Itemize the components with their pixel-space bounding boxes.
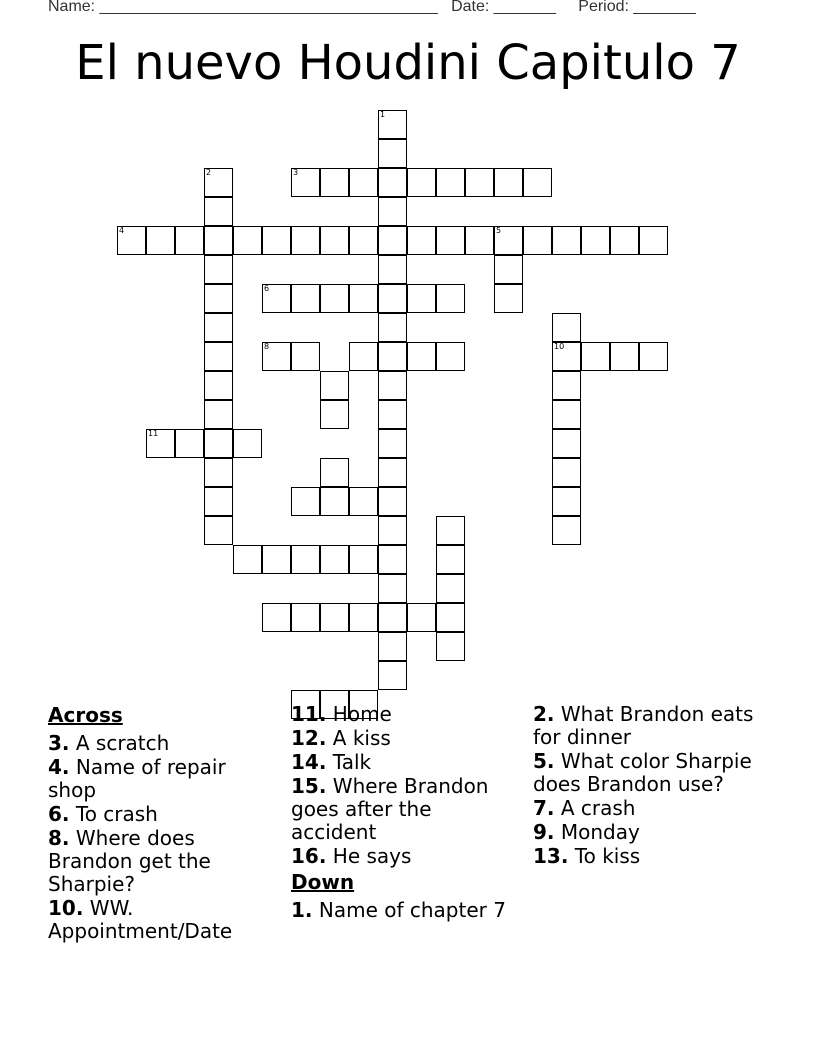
clue-number: 5 xyxy=(496,226,502,235)
clue-down-13: 13. To kiss xyxy=(533,844,641,868)
grid-cell[interactable] xyxy=(320,168,349,197)
clue-across-8: 8. Where does Brandon get the Sharpie? xyxy=(48,826,211,896)
grid-cell[interactable] xyxy=(552,429,581,458)
clue-column-2 xyxy=(291,703,523,923)
clue-across-16: 16. He says xyxy=(291,844,412,868)
grid-cell[interactable] xyxy=(378,574,407,603)
grid-cell[interactable] xyxy=(204,255,233,284)
grid-cell[interactable] xyxy=(233,226,262,255)
grid-cell[interactable] xyxy=(552,371,581,400)
grid-cell[interactable] xyxy=(465,168,494,197)
grid-cell[interactable] xyxy=(494,168,523,197)
grid-cell[interactable] xyxy=(378,284,407,313)
grid-cell[interactable] xyxy=(204,226,233,255)
grid-cell[interactable] xyxy=(378,545,407,574)
grid-cell[interactable] xyxy=(320,545,349,574)
grid-cell[interactable] xyxy=(407,226,436,255)
grid-cell[interactable] xyxy=(291,168,320,197)
grid-cell[interactable] xyxy=(378,632,407,661)
across-heading: Across xyxy=(48,703,123,727)
clue-across-14: 14. Talk xyxy=(291,750,372,774)
clue-across-10: 10. WW. Appointment/Date xyxy=(48,896,233,943)
clue-column-3 xyxy=(533,703,765,869)
grid-cell[interactable] xyxy=(407,342,436,371)
grid-cell[interactable] xyxy=(523,168,552,197)
grid-cell[interactable] xyxy=(233,545,262,574)
grid-cell[interactable] xyxy=(610,342,639,371)
grid-cell[interactable] xyxy=(378,603,407,632)
clue-across-15: 15. Where Brandon goes after the accident xyxy=(291,774,489,844)
grid-cell[interactable] xyxy=(407,168,436,197)
grid-cell[interactable] xyxy=(262,226,291,255)
grid-cell[interactable] xyxy=(291,487,320,516)
grid-cell[interactable] xyxy=(639,342,668,371)
grid-cell[interactable] xyxy=(204,342,233,371)
grid-cell[interactable] xyxy=(436,342,465,371)
clue-number: 4 xyxy=(119,226,125,235)
grid-cell[interactable] xyxy=(552,487,581,516)
clue-across-3: 3. A scratch xyxy=(48,731,170,755)
grid-cell[interactable] xyxy=(262,603,291,632)
grid-cell[interactable] xyxy=(262,342,291,371)
clue-down-1: 1. Name of chapter 7 xyxy=(291,898,506,922)
grid-cell[interactable] xyxy=(175,226,204,255)
grid-cell[interactable] xyxy=(291,545,320,574)
clue-number: 3 xyxy=(293,168,299,177)
clue-down-2: 2. What Brandon eats for dinner xyxy=(533,702,754,749)
clue-number: 10 xyxy=(554,342,565,351)
grid-cell[interactable] xyxy=(436,632,465,661)
grid-cell[interactable] xyxy=(407,603,436,632)
grid-cell[interactable] xyxy=(378,661,407,690)
clue-number: 1 xyxy=(380,110,386,119)
grid-cell[interactable] xyxy=(378,429,407,458)
grid-cell[interactable] xyxy=(320,400,349,429)
grid-cell[interactable] xyxy=(349,487,378,516)
grid-cell[interactable] xyxy=(349,603,378,632)
date-field-label: Date: _______ xyxy=(451,0,557,15)
grid-cell[interactable] xyxy=(320,226,349,255)
grid-cell[interactable] xyxy=(378,342,407,371)
clue-column-1 xyxy=(48,702,280,944)
grid-cell[interactable] xyxy=(552,313,581,342)
grid-cell[interactable] xyxy=(436,574,465,603)
clue-down-9: 9. Monday xyxy=(533,820,640,844)
grid-cell[interactable] xyxy=(204,516,233,545)
grid-cell[interactable] xyxy=(291,226,320,255)
grid-cell[interactable] xyxy=(610,226,639,255)
grid-cell[interactable] xyxy=(581,342,610,371)
grid-cell[interactable] xyxy=(378,110,407,139)
grid-cell[interactable] xyxy=(320,371,349,400)
grid-cell[interactable] xyxy=(552,226,581,255)
clue-across-12: 12. A kiss xyxy=(291,726,391,750)
period-field-label: Period: _______ xyxy=(578,0,696,15)
grid-cell[interactable] xyxy=(204,313,233,342)
page-title: El nuevo Houdini Capitulo 7 xyxy=(75,35,741,91)
grid-cell[interactable] xyxy=(320,487,349,516)
grid-cell[interactable] xyxy=(204,371,233,400)
grid-cell[interactable] xyxy=(436,284,465,313)
grid-cell[interactable] xyxy=(291,603,320,632)
grid-cell[interactable] xyxy=(146,226,175,255)
grid-cell[interactable] xyxy=(581,226,610,255)
clue-across-4: 4. Name of repair shop xyxy=(48,755,226,802)
grid-cell[interactable] xyxy=(291,284,320,313)
down-heading: Down xyxy=(291,870,355,894)
grid-cell[interactable] xyxy=(117,226,146,255)
grid-cell[interactable] xyxy=(378,226,407,255)
grid-cell[interactable] xyxy=(552,516,581,545)
grid-cell[interactable] xyxy=(552,342,581,371)
clue-number: 8 xyxy=(264,342,270,351)
grid-cell[interactable] xyxy=(204,168,233,197)
grid-cell[interactable] xyxy=(378,139,407,168)
grid-cell[interactable] xyxy=(494,226,523,255)
grid-cell[interactable] xyxy=(233,429,262,458)
grid-cell[interactable] xyxy=(465,226,494,255)
grid-cell[interactable] xyxy=(349,168,378,197)
grid-cell[interactable] xyxy=(407,284,436,313)
grid-cell[interactable] xyxy=(436,603,465,632)
grid-cell[interactable] xyxy=(204,197,233,226)
grid-cell[interactable] xyxy=(320,284,349,313)
grid-cell[interactable] xyxy=(436,545,465,574)
grid-cell[interactable] xyxy=(378,400,407,429)
grid-cell[interactable] xyxy=(436,226,465,255)
clue-across-6: 6. To crash xyxy=(48,802,158,826)
grid-cell[interactable] xyxy=(523,226,552,255)
grid-cell[interactable] xyxy=(204,458,233,487)
grid-cell[interactable] xyxy=(378,487,407,516)
grid-cell[interactable] xyxy=(349,342,378,371)
grid-cell[interactable] xyxy=(262,284,291,313)
grid-cell[interactable] xyxy=(175,429,204,458)
grid-cell[interactable] xyxy=(436,168,465,197)
grid-cell[interactable] xyxy=(349,226,378,255)
grid-cell[interactable] xyxy=(349,284,378,313)
grid-cell[interactable] xyxy=(494,255,523,284)
clue-down-7: 7. A crash xyxy=(533,796,636,820)
clue-number: 11 xyxy=(148,429,159,438)
grid-cell[interactable] xyxy=(291,342,320,371)
grid-cell[interactable] xyxy=(378,313,407,342)
clue-across-11: 11. Home xyxy=(291,702,392,726)
grid-cell[interactable] xyxy=(204,487,233,516)
grid-cell[interactable] xyxy=(146,429,175,458)
grid-cell[interactable] xyxy=(204,400,233,429)
grid-cell[interactable] xyxy=(378,371,407,400)
grid-cell[interactable] xyxy=(320,603,349,632)
clue-number: 6 xyxy=(264,284,270,293)
grid-cell[interactable] xyxy=(552,458,581,487)
grid-cell[interactable] xyxy=(320,458,349,487)
grid-cell[interactable] xyxy=(639,226,668,255)
grid-cell[interactable] xyxy=(262,545,291,574)
grid-cell[interactable] xyxy=(378,458,407,487)
clue-down-5: 5. What color Sharpie does Brandon use? xyxy=(533,749,752,796)
clue-number: 2 xyxy=(206,168,212,177)
grid-cell[interactable] xyxy=(204,284,233,313)
grid-cell[interactable] xyxy=(552,400,581,429)
grid-cell[interactable] xyxy=(378,168,407,197)
grid-cell[interactable] xyxy=(378,197,407,226)
grid-cell[interactable] xyxy=(204,429,233,458)
grid-cell[interactable] xyxy=(378,516,407,545)
grid-cell[interactable] xyxy=(436,516,465,545)
grid-cell[interactable] xyxy=(378,255,407,284)
name-field-label: Name: ______________________________________ xyxy=(48,0,438,15)
grid-cell[interactable] xyxy=(349,545,378,574)
grid-cell[interactable] xyxy=(494,284,523,313)
